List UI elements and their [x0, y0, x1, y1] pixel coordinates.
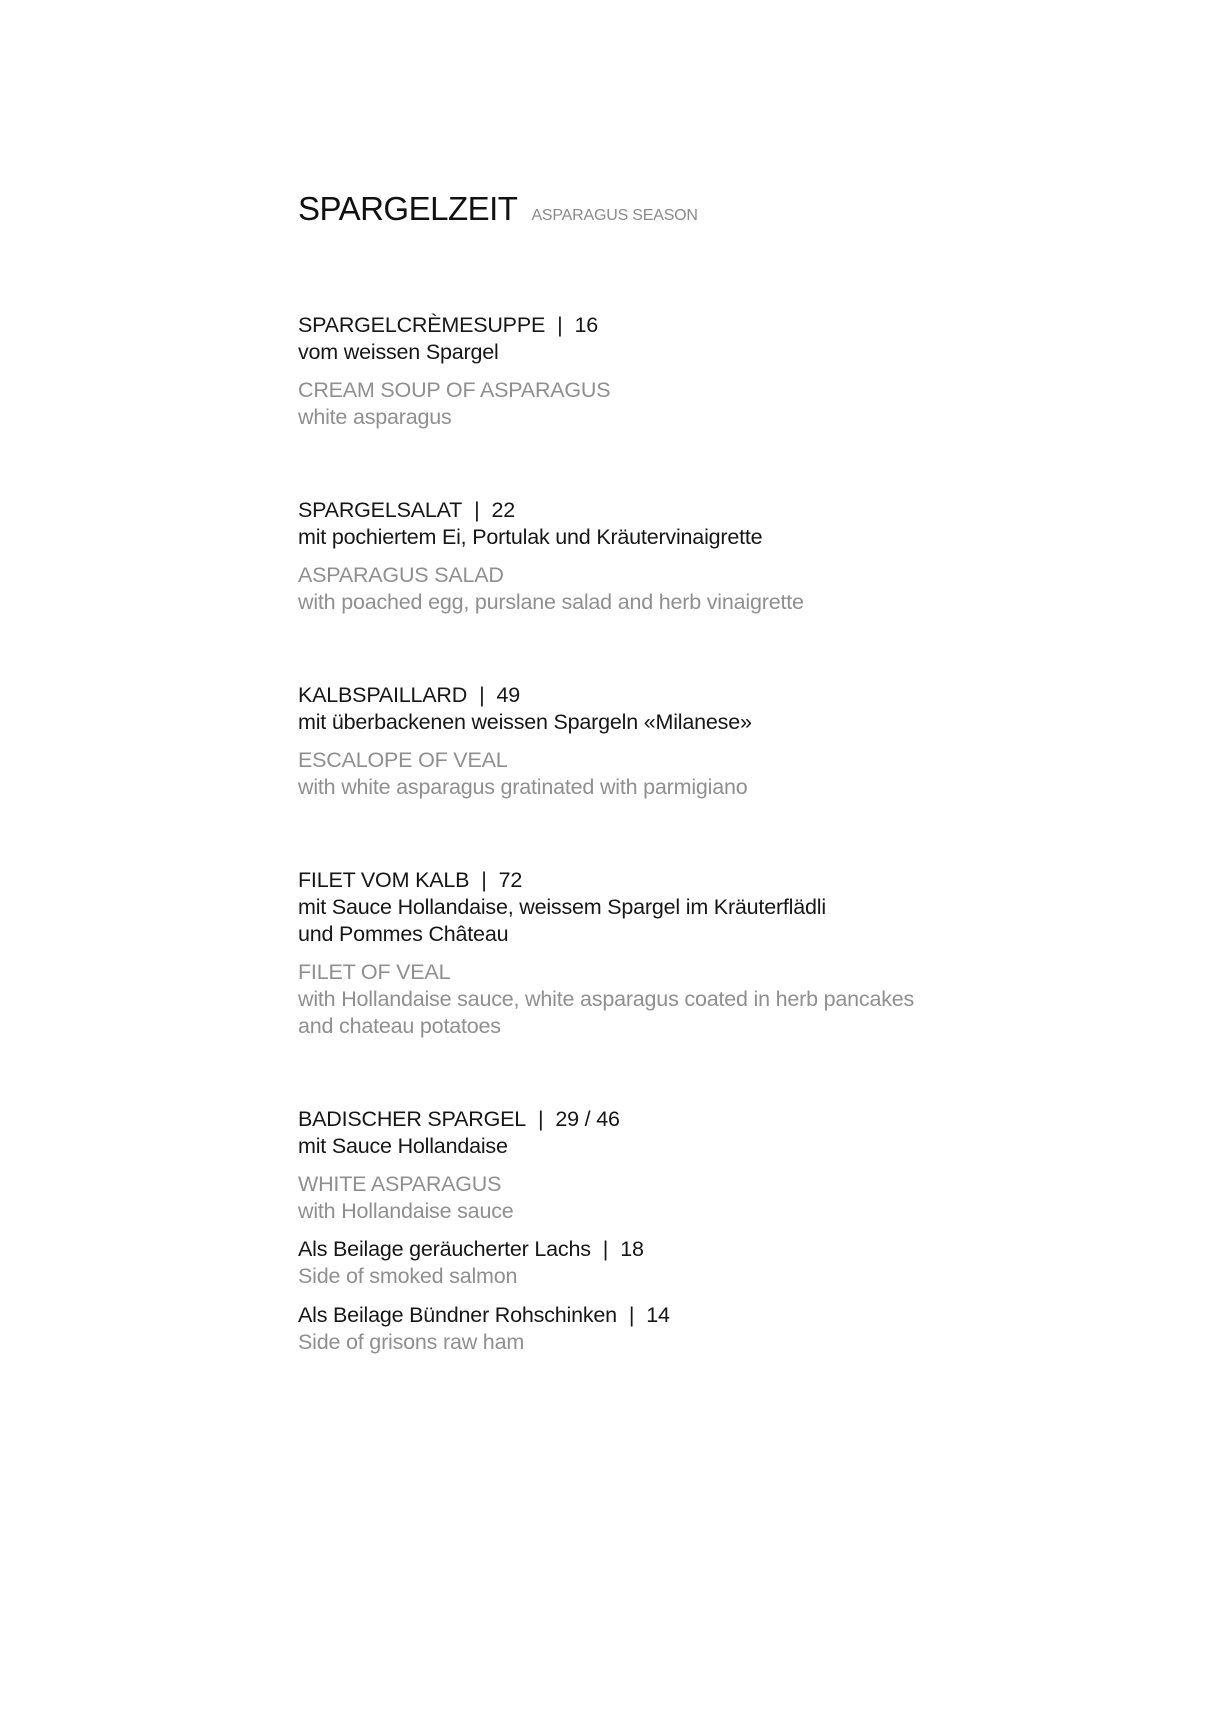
dish-price: 72 [498, 868, 523, 892]
menu-item [298, 312, 1058, 431]
price-separator: | [481, 868, 487, 892]
description-line: with white asparagus gratinated with parmigiano [298, 775, 748, 799]
dish-description-de [298, 1133, 1058, 1160]
price-separator: | [479, 683, 485, 707]
menu-item [298, 1106, 1058, 1356]
side-price: 14 [646, 1303, 670, 1327]
description-line: mit Sauce Hollandaise [298, 1134, 508, 1158]
description-line: with Hollandaise sauce, white asparagus coated in herb pancakes [298, 987, 915, 1011]
dish-description-en [298, 1198, 1058, 1225]
dish-name-de: BADISCHER SPARGEL [298, 1107, 526, 1131]
menu-item [298, 497, 1058, 616]
dish-english-block [298, 1171, 1058, 1225]
price-separator: | [557, 313, 563, 337]
page-subtitle: ASPARAGUS SEASON [531, 207, 698, 224]
description-line: mit Sauce Hollandaise, weissem Spargel im Kräuterflädli [298, 895, 826, 919]
dish-name-en: WHITE ASPARAGUS [298, 1172, 502, 1196]
description-line: mit überbackenen weissen Spargeln «Milanese» [298, 710, 752, 734]
dish-english-block [298, 959, 1058, 1040]
dish-description-en [298, 986, 1058, 1040]
side-price: 18 [620, 1237, 644, 1261]
dish-title-de [298, 312, 1058, 339]
dish-description-de [298, 709, 1058, 736]
menu-item [298, 867, 1058, 1040]
side-option [298, 1302, 1058, 1356]
dish-name-en: ASPARAGUS SALAD [298, 563, 504, 587]
dish-price: 22 [491, 498, 515, 522]
side-name-en: Side of grisons raw ham [298, 1330, 525, 1354]
description-line: and chateau potatoes [298, 1014, 501, 1038]
dish-price: 49 [496, 683, 520, 707]
menu-header [298, 190, 1058, 228]
description-line: und Pommes Château [298, 922, 509, 946]
dish-price: 29 / 46 [555, 1107, 620, 1131]
dish-price: 16 [574, 313, 599, 337]
dish-title-de [298, 867, 1058, 894]
description-line: vom weissen Spargel [298, 340, 499, 364]
price-separator: | [538, 1107, 544, 1131]
dish-description-en [298, 589, 1058, 616]
dish-name-de: KALBSPAILLARD [298, 683, 468, 707]
side-title-de [298, 1302, 1058, 1329]
dish-english-block [298, 377, 1058, 431]
price-separator: | [602, 1237, 609, 1261]
dish-description-de [298, 524, 1058, 551]
dish-description-en [298, 774, 1058, 801]
description-line: with Hollandaise sauce [298, 1199, 514, 1223]
dish-name-de: SPARGELCRÈMESUPPE [298, 313, 546, 337]
side-name-de: Als Beilage Bündner Rohschinken [298, 1303, 617, 1327]
page-title: SPARGELZEIT [298, 190, 518, 227]
description-line: white asparagus [298, 405, 452, 429]
dish-description-de [298, 894, 1058, 948]
side-name-de: Als Beilage geräucherter Lachs [298, 1237, 591, 1261]
dish-english-block [298, 562, 1058, 616]
menu-item [298, 682, 1058, 801]
dish-name-de: SPARGELSALAT [298, 498, 463, 522]
dish-title-de [298, 682, 1058, 709]
dish-title-de [298, 1106, 1058, 1133]
dish-description-en [298, 404, 1058, 431]
description-line: mit pochiertem Ei, Portulak und Kräutervinaigrette [298, 525, 763, 549]
price-separator: | [628, 1303, 635, 1327]
dish-english-block [298, 747, 1058, 801]
dish-title-de [298, 497, 1058, 524]
dish-name-en: CREAM SOUP OF ASPARAGUS [298, 378, 611, 402]
dish-name-en: ESCALOPE OF VEAL [298, 748, 508, 772]
description-line: with poached egg, purslane salad and herb vinaigrette [298, 590, 804, 614]
side-title-de [298, 1236, 1058, 1263]
side-option [298, 1236, 1058, 1290]
price-separator: | [474, 498, 480, 522]
menu-page [298, 190, 1058, 1356]
dish-name-en: FILET OF VEAL [298, 960, 451, 984]
side-name-en: Side of smoked salmon [298, 1264, 518, 1288]
dish-description-de [298, 339, 1058, 366]
dish-name-de: FILET VOM KALB [298, 868, 470, 892]
